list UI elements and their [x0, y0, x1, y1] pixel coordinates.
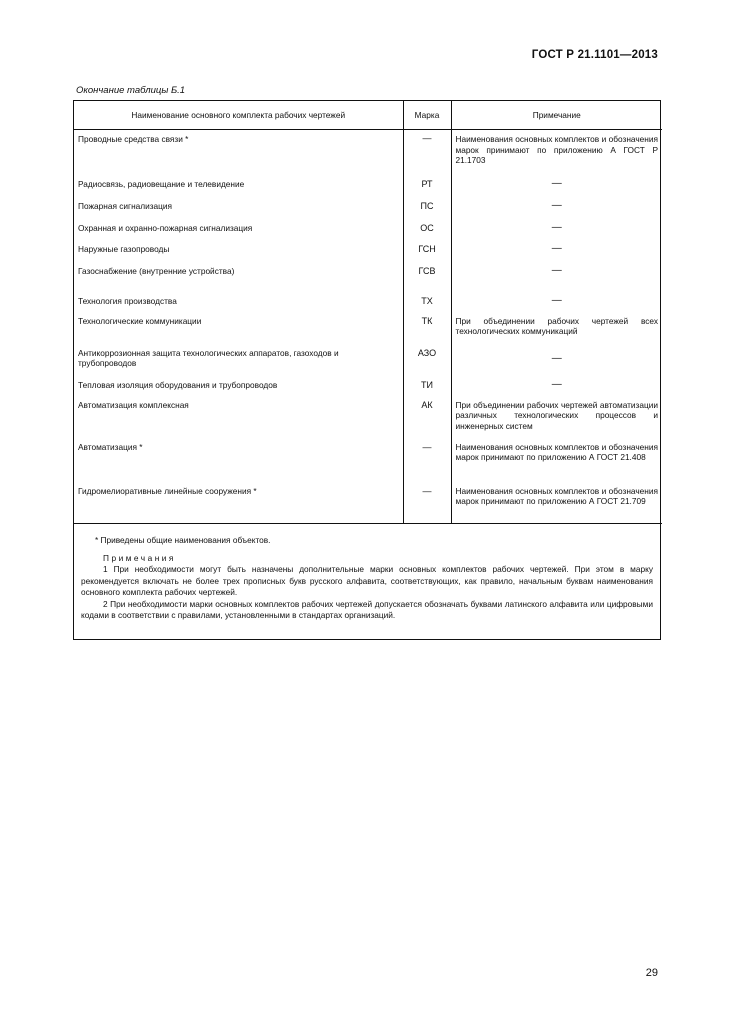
- row-mark: —: [403, 130, 451, 179]
- table-row: [74, 442, 662, 486]
- row-note: При объединении рабочих чертежей автоматизации различных технологических процессов и инженерных систем: [451, 400, 662, 442]
- table-row: [74, 296, 662, 316]
- row-name: Проводные средства связи *: [78, 134, 189, 144]
- table-row: [74, 380, 662, 400]
- table-row: [74, 400, 662, 442]
- table-header-row: [74, 101, 662, 130]
- row-mark: ПС: [403, 201, 451, 223]
- row-name: Радиосвязь, радиовещание и телевидение: [78, 178, 245, 189]
- row-name: Технологические коммуникации: [78, 315, 202, 326]
- table-row: [74, 316, 662, 348]
- row-name: Автоматизация комплексная: [78, 399, 189, 410]
- row-note: —: [451, 201, 662, 223]
- note-2: 2 При необходимости марки основных комплектов рабочих чертежей допускается обозначать буквами латинского алфавита или цифровыми кодами в соответствии с правилами, установленными в стандартах организаций.: [81, 598, 653, 620]
- row-note: —: [451, 179, 662, 201]
- notes-title: Примечания: [103, 552, 176, 563]
- table-row: [74, 486, 662, 524]
- row-mark: АЗО: [403, 348, 451, 380]
- row-mark: ТК: [403, 316, 451, 348]
- row-name: Наружные газопроводы: [78, 243, 170, 254]
- table-row: [74, 266, 662, 296]
- row-mark: АК: [403, 400, 451, 442]
- row-name: Гидромелиоративные линейные сооружения *: [74, 486, 403, 524]
- row-mark: ОС: [403, 223, 451, 244]
- row-mark: —: [403, 442, 451, 486]
- page-number: 29: [645, 967, 658, 979]
- marks-table: [74, 101, 662, 524]
- row-mark: ТИ: [403, 380, 451, 400]
- row-note: —: [451, 296, 662, 316]
- row-note: —: [451, 380, 662, 400]
- table-frame: [73, 100, 661, 640]
- table-row: [74, 179, 662, 201]
- row-name: Пожарная сигнализация: [78, 200, 173, 211]
- row-note: Наименования основных комплектов и обозначения марок принимают по приложению А ГОСТ 21.408: [451, 442, 662, 486]
- row-mark: —: [403, 486, 451, 524]
- row-note: Наименования основных комплектов и обозначения марок принимают по приложению А ГОСТ Р 21.1703: [451, 130, 662, 179]
- column-header-mark: Марка: [403, 101, 451, 130]
- row-name: Автоматизация *: [78, 441, 143, 452]
- document-code: ГОСТ Р 21.1101—2013: [531, 49, 658, 61]
- table-row: [74, 130, 662, 179]
- table-row: [74, 223, 662, 244]
- table-row: [74, 348, 662, 380]
- column-header-note: Примечание: [451, 101, 662, 130]
- row-note: —: [451, 348, 662, 380]
- row-name: Тепловая изоляция оборудования и трубопроводов: [78, 379, 278, 390]
- row-name: Антикоррозионная защита технологических аппаратов, газоходов и трубопроводов: [78, 347, 339, 368]
- table-notes: [74, 524, 660, 622]
- row-mark: РТ: [403, 179, 451, 201]
- row-note: —: [451, 244, 662, 266]
- row-name: Охранная и охранно-пожарная сигнализация: [78, 222, 253, 233]
- row-note: Наименования основных комплектов и обозначения марок принимают по приложению А ГОСТ 21.709: [451, 486, 662, 524]
- row-name: Газоснабжение (внутренние устройства): [78, 265, 235, 276]
- table-caption: Окончание таблицы Б.1: [76, 85, 186, 96]
- table-row: [74, 244, 662, 266]
- row-mark: ГСВ: [403, 266, 451, 296]
- column-header-name: Наименование основного комплекта рабочих чертежей: [74, 101, 403, 130]
- row-note: При объединении рабочих чертежей всех технологических коммуникаций: [451, 316, 662, 348]
- table-row: [74, 201, 662, 223]
- row-mark: ТХ: [403, 296, 451, 316]
- row-note: —: [451, 266, 662, 296]
- footnote: * Приведены общие наименования объектов.: [95, 535, 271, 545]
- note-1: 1 При необходимости могут быть назначены дополнительные марки основных комплектов рабочих чертежей. При этом в марку рекомендуется включать не более трех прописных букв русского алфавита, соответствующих, как правило, начальным буквам наименования основного комплекта рабочих чертежей.: [81, 564, 653, 597]
- row-name: Технология производства: [78, 295, 177, 306]
- row-mark: ГСН: [403, 244, 451, 266]
- row-note: —: [451, 223, 662, 244]
